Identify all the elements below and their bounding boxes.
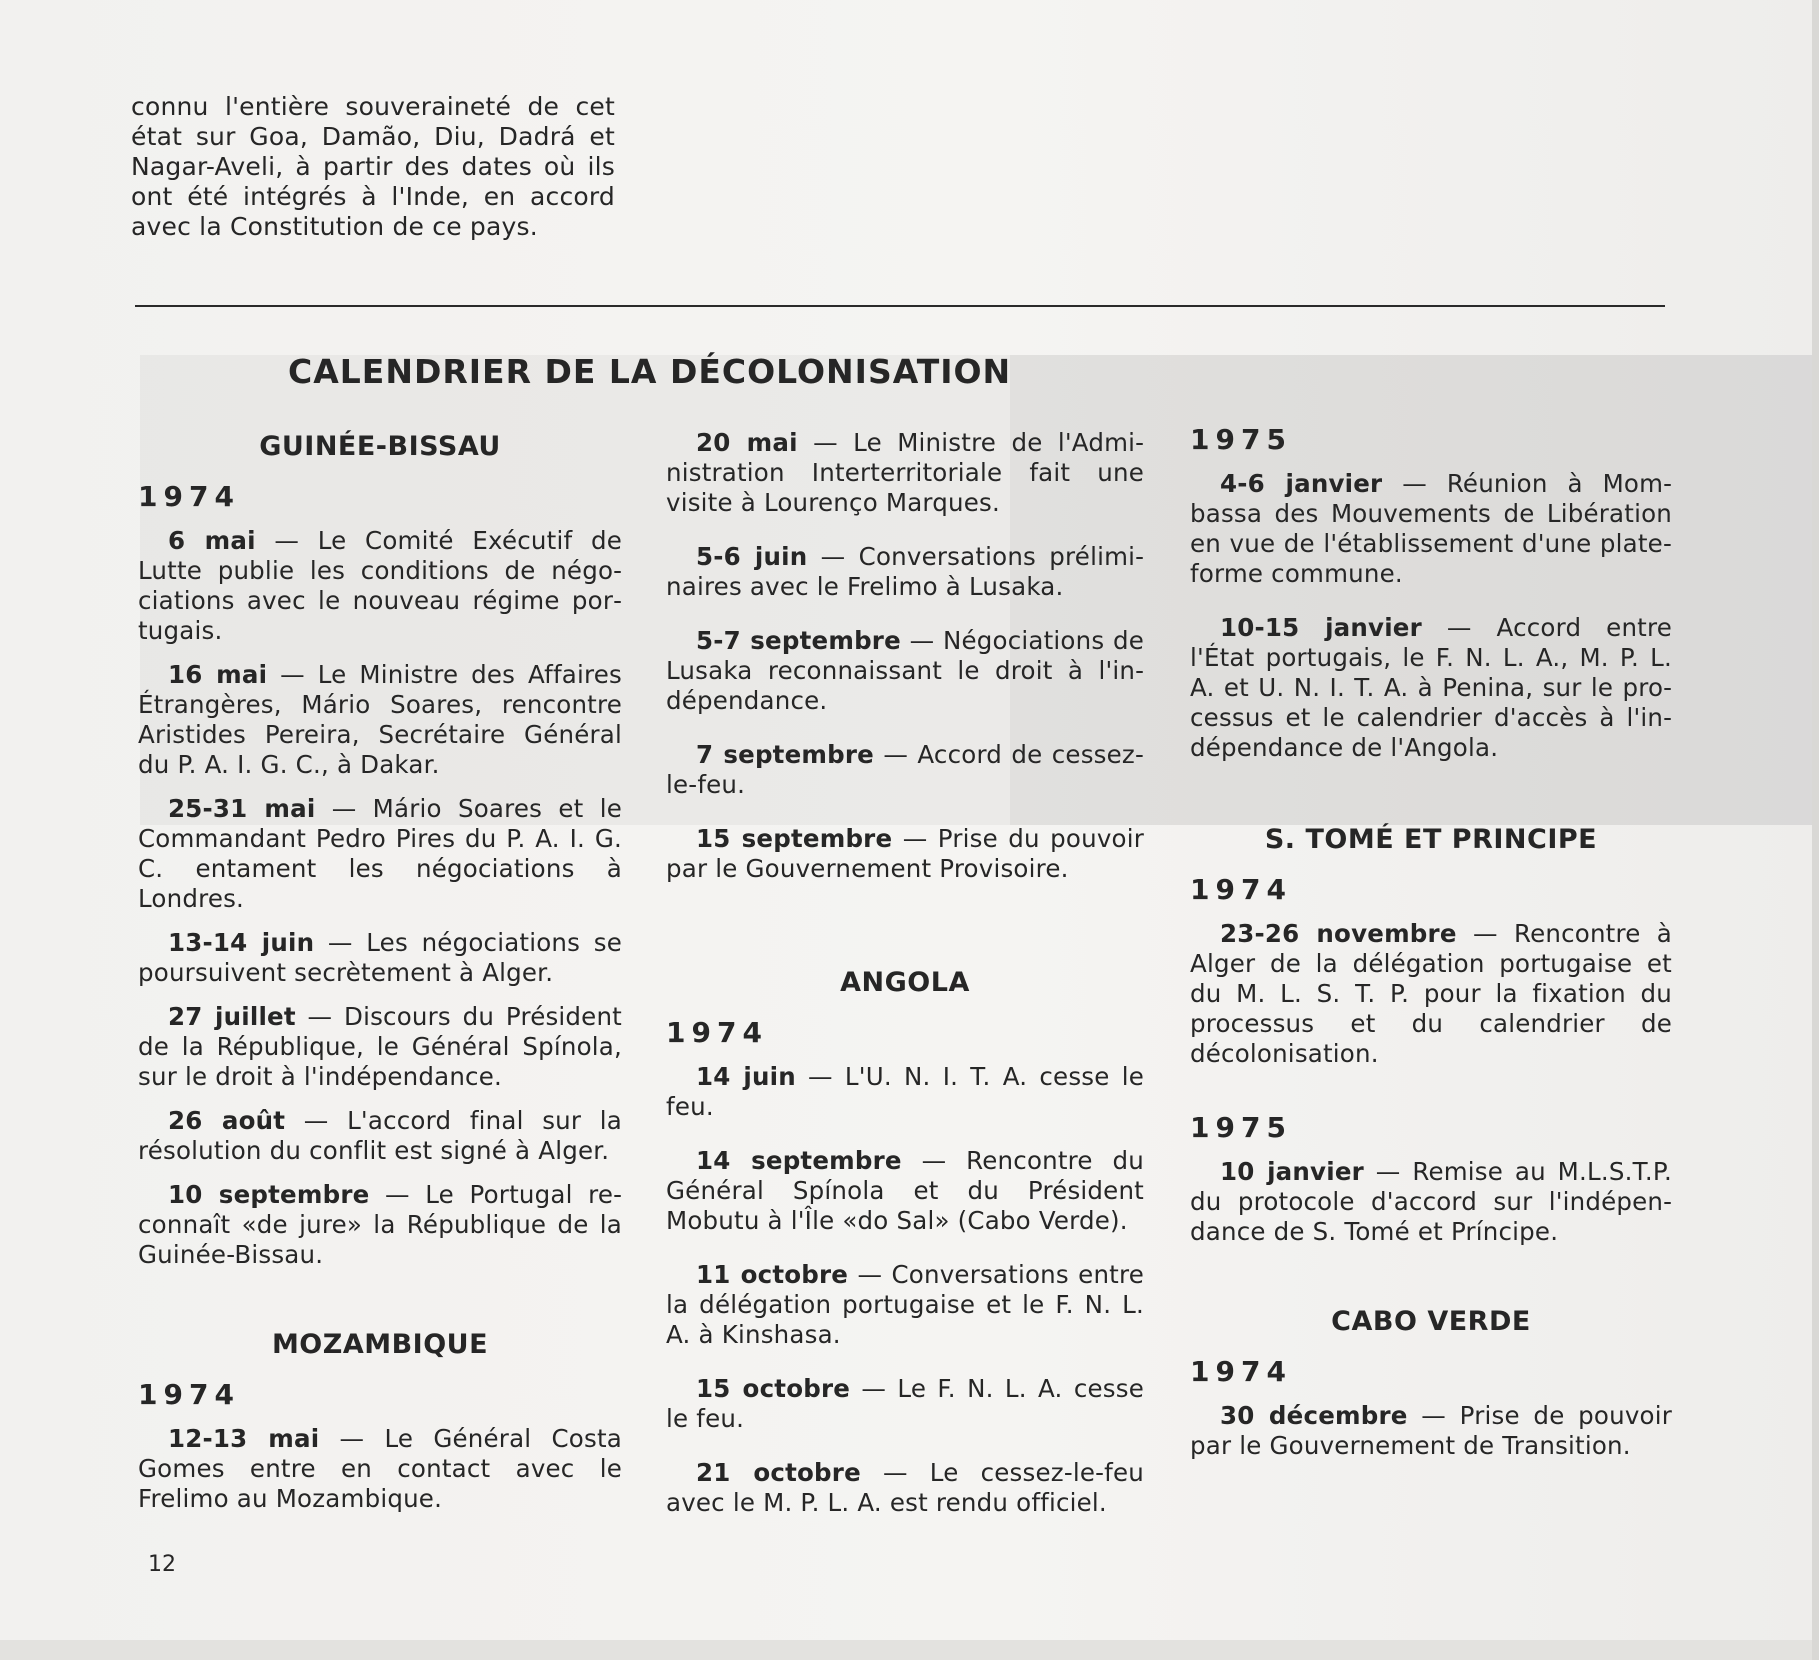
calendar-entry [138, 1180, 622, 1270]
entry-date: 25-31 mai [168, 794, 316, 823]
entry-text: — Les négociations se poursuivent secrètement à Alger. [138, 928, 622, 987]
entry-text: — Mário Soares et le Commandant Pedro Pires du P. A. I. G. C. entament les négociations à Londres. [138, 794, 622, 913]
entry-date: 5-7 septembre [696, 626, 901, 655]
mozambique-entries-part1 [138, 1424, 622, 1514]
entry-text: — Réunion à Mombassa des Mouvements de Libération en vue de l'établissement d'une plate-forme commune. [1190, 469, 1673, 588]
entry-date: 30 décembre [1220, 1401, 1408, 1430]
heading-mozambique: MOZAMBIQUE [271, 1329, 489, 1360]
entry-text: — Conversations préliminaires avec le Frelimo à Lusaka. [666, 542, 1144, 601]
column-3 [1190, 423, 1672, 1475]
calendar-entry [138, 928, 622, 988]
page-title: CALENDRIER DE LA DÉCOLONISATION [288, 352, 1012, 391]
calendar-entry [1190, 1157, 1672, 1247]
calendar-entry [1190, 469, 1672, 589]
entry-date: 27 juillet [168, 1002, 296, 1031]
heading-cabo-verde: CABO VERDE [1331, 1306, 1531, 1337]
entry-date: 4-6 janvier [1220, 469, 1383, 498]
entry-text: — Prise du pouvoir par le Gouvernement Provisoire. [666, 824, 1144, 883]
calendar-entry [666, 1458, 1144, 1518]
entry-text: — Le cessez-le-feu avec le M. P. L. A. est rendu officiel. [666, 1458, 1145, 1517]
year-caboverde-1974: 1974 [1190, 1355, 1292, 1388]
entry-date: 11 octobre [696, 1260, 849, 1289]
calendar-entry [666, 428, 1144, 518]
calendar-entry [666, 740, 1144, 800]
calendar-entry [1190, 919, 1672, 1069]
entry-text: — L'accord final sur la résolution du conflit est signé à Alger. [138, 1106, 622, 1165]
year-mozambique-1974: 1974 [138, 1378, 240, 1411]
stome-entries-1974 [1190, 919, 1672, 1069]
calendar-entry [666, 1260, 1144, 1350]
calendar-entry [138, 660, 622, 780]
heading-s-tome: S. TOMÉ ET PRINCIPE [1264, 824, 1598, 855]
calendar-entry [138, 1106, 622, 1166]
entry-text: — Le Général Costa Gomes entre en contact avec le Frelimo au Mozambique. [138, 1424, 622, 1513]
calendar-entry [666, 1062, 1144, 1122]
scan-right-edge [1812, 0, 1819, 1660]
entry-text: — Négociations de Lusaka reconnaissant le droit à l'indépendance. [666, 626, 1144, 715]
entry-date: 16 mai [168, 660, 268, 689]
section-divider [135, 305, 1665, 307]
calendar-entry [666, 824, 1144, 884]
column-2 [666, 428, 1144, 1542]
stome-entries-1975 [1190, 1157, 1672, 1247]
angola-entries-1975 [1190, 469, 1672, 763]
entry-text: — Accord de cessez-le-feu. [666, 740, 1145, 799]
intro-paragraph: connu l'entière souveraineté de cet état sur Goa, Damão, Diu, Dadrá et Nagar-Aveli, à partir des dates où ils ont été intégrés à l'Inde, en accord avec la Constitution de ce pays. [131, 92, 615, 241]
entry-date: 10 septembre [168, 1180, 370, 1209]
year-angola-1975: 1975 [1190, 423, 1292, 456]
entry-text: — Rencontre du Général Spínola et du Président Mobutu à l'Île «do Sal» (Cabo Verde). [666, 1146, 1145, 1235]
entry-date: 20 mai [696, 428, 798, 457]
entry-text: — Le Portugal reconnaît «de jure» la République de la Guinée-Bissau. [138, 1180, 623, 1269]
entry-date: 15 octobre [696, 1374, 851, 1403]
calendar-entry [666, 1146, 1144, 1236]
year-angola-1974: 1974 [666, 1016, 768, 1049]
calendar-entry [666, 542, 1144, 602]
caboverde-entries [1190, 1401, 1672, 1461]
entry-date: 10-15 janvier [1220, 613, 1422, 642]
entry-text: — Discours du Président de la République, le Général Spínola, sur le droit à l'indépendance. [138, 1002, 622, 1091]
guinee-entries [138, 526, 622, 1270]
entry-date: 13-14 juin [168, 928, 315, 957]
entry-date: 21 octobre [696, 1458, 861, 1487]
entry-date: 26 août [168, 1106, 286, 1135]
angola-entries-1974 [666, 1062, 1144, 1518]
entry-date: 5-6 juin [696, 542, 808, 571]
entry-text: — L'U. N. I. T. A. cesse le feu. [666, 1062, 1144, 1121]
calendar-entry [666, 626, 1144, 716]
calendar-entry [666, 1374, 1144, 1434]
year-guinee-1974: 1974 [138, 480, 240, 513]
column-1 [138, 430, 622, 1528]
entry-date: 6 mai [168, 526, 256, 555]
heading-guinee-bissau: GUINÉE-BISSAU [259, 431, 501, 462]
year-stome-1974: 1974 [1190, 873, 1292, 906]
entry-text: — Le Ministre des Affaires Étrangères, Mário Soares, rencontre Aristides Pereira, Secrétaire Général du P. A. I. G. C., à Dakar. [138, 660, 622, 779]
entry-date: 14 septembre [696, 1146, 902, 1175]
heading-angola: ANGOLA [840, 967, 970, 998]
entry-text: — Prise de pouvoir par le Gouvernement de Transition. [1190, 1401, 1672, 1460]
calendar-entry [1190, 1401, 1672, 1461]
entry-text: — Le Ministre de l'Administration Interterritoriale fait une visite à Lourenço Marques. [666, 428, 1144, 517]
entry-text: — Conversations entre la délégation portugaise et le F. N. L. A. à Kinshasa. [666, 1260, 1145, 1349]
entry-text: — Le F. N. L. A. cesse le feu. [666, 1374, 1145, 1433]
entry-text: — Rencontre à Alger de la délégation portugaise et du M. L. S. T. P. pour la fixation du processus et du calendrier de décolonisation. [1190, 919, 1673, 1068]
calendar-entry [1190, 613, 1672, 763]
entry-date: 7 septembre [696, 740, 874, 769]
calendar-entry [138, 1424, 622, 1514]
entry-date: 23-26 novembre [1220, 919, 1457, 948]
calendar-entry [138, 794, 622, 914]
entry-date: 12-13 mai [168, 1424, 320, 1453]
entry-text: — Le Comité Exécutif de Lutte publie les conditions de négociations avec le nouveau régime portugais. [138, 526, 622, 645]
calendar-entry [138, 1002, 622, 1092]
entry-date: 10 janvier [1220, 1157, 1364, 1186]
mozambique-entries-part2 [666, 428, 1144, 884]
calendar-entry [138, 526, 622, 646]
year-stome-1975: 1975 [1190, 1111, 1292, 1144]
entry-date: 15 septembre [696, 824, 893, 853]
entry-date: 14 juin [696, 1062, 796, 1091]
page-number: 12 [148, 1552, 176, 1577]
entry-text: — Accord entre l'État portugais, le F. N. L. A., M. P. L. A. et U. N. I. T. A. à Penina, sur le processus et le calendrier d'accès à l'indépendance de l'Angola. [1190, 613, 1672, 762]
scan-bottom-edge [0, 1640, 1819, 1660]
entry-text: — Remise au M.L.S.T.P. du protocole d'accord sur l'indépendance de S. Tomé et Príncipe. [1190, 1157, 1672, 1246]
